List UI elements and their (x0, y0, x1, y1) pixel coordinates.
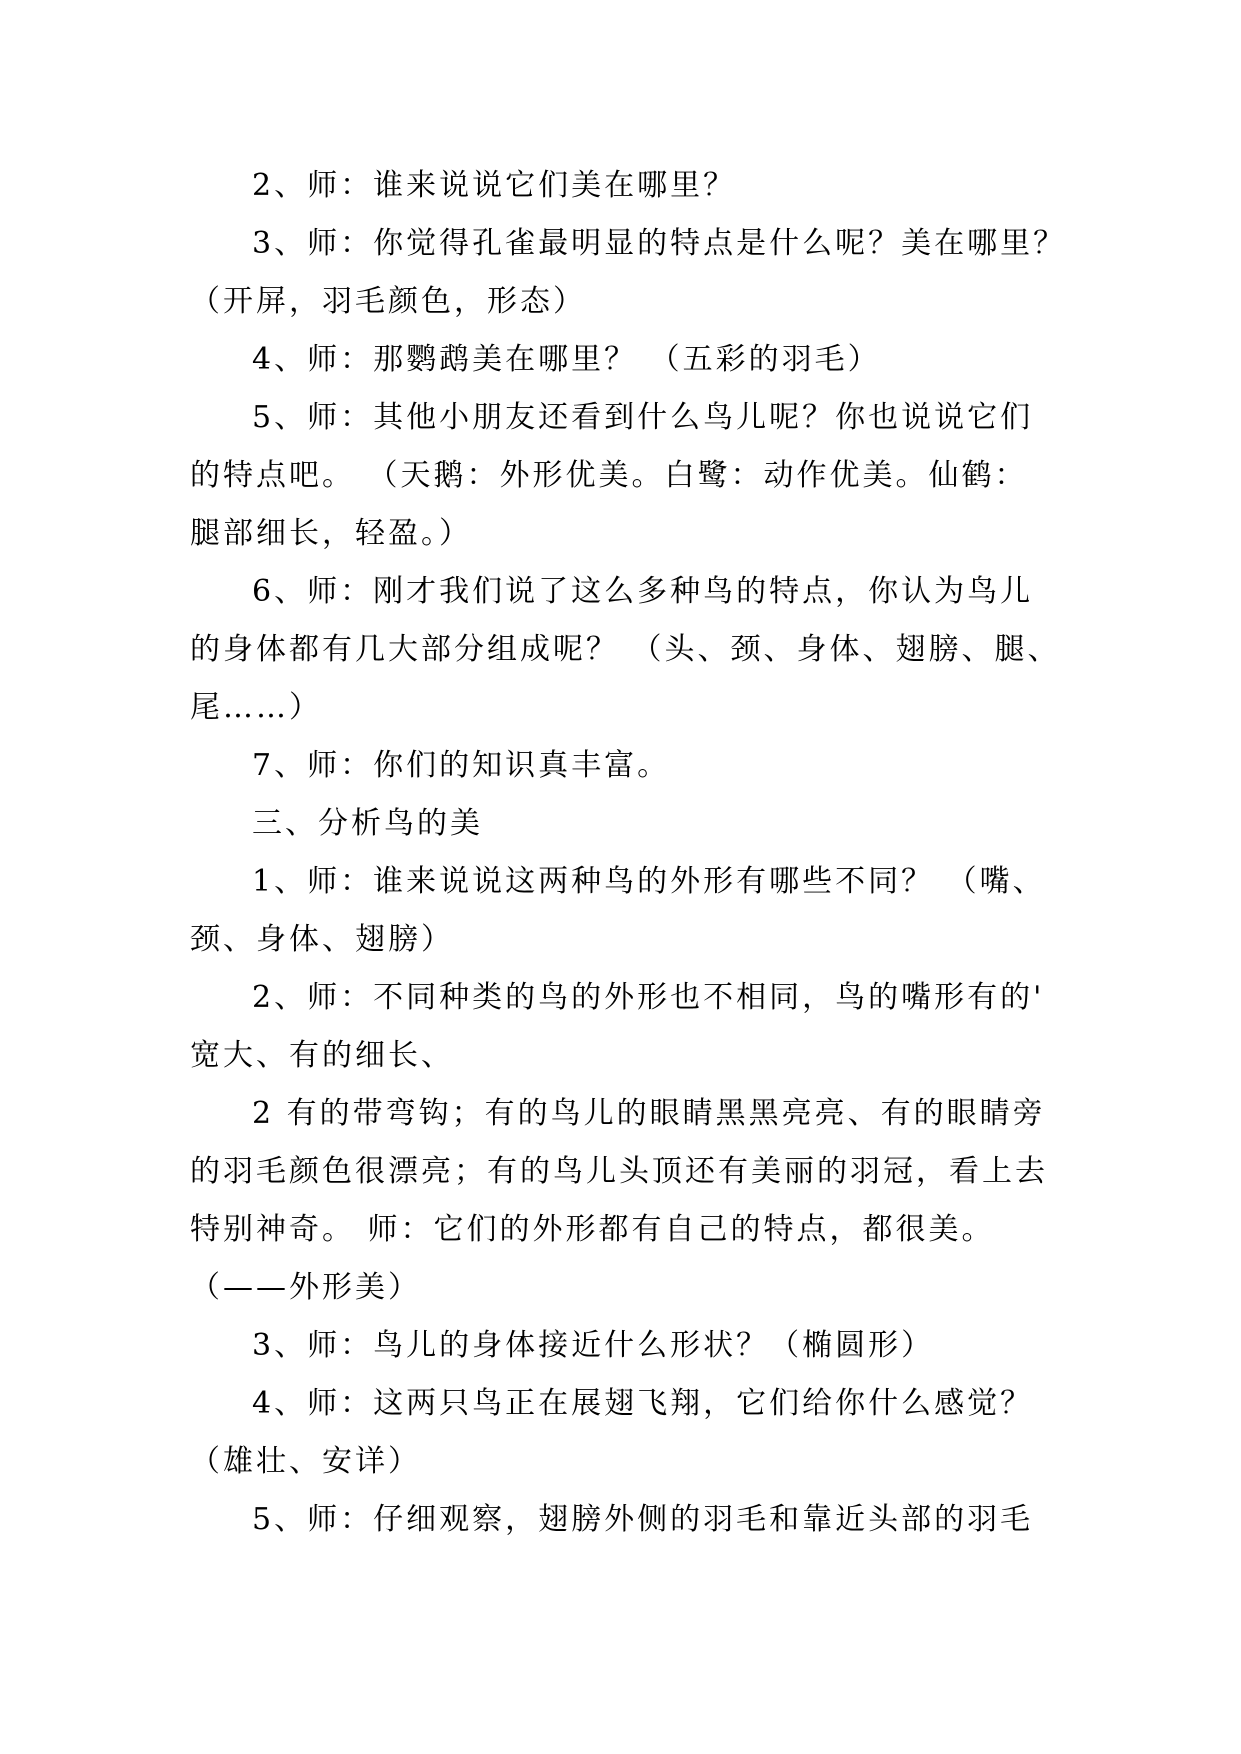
document-body (190, 157, 1070, 1549)
paragraph-line: （雄壮、安详） (190, 1444, 421, 1479)
paragraph-line: （开屏，羽毛颜色，形态） (190, 284, 586, 319)
paragraph-line: 的身体都有几大部分组成呢？ （头、颈、身体、翅膀、腿、 (190, 632, 1061, 667)
paragraph-line: 6、师：刚才我们说了这么多种鸟的特点，你认为鸟儿 (252, 574, 1034, 609)
paragraph-line: 的特点吧。 （天鹅：外形优美。白鹭：动作优美。仙鹤： (190, 458, 1028, 493)
paragraph-line: 5、师：其他小朋友还看到什么鸟儿呢？你也说说它们 (252, 400, 1034, 435)
paragraph-line: 7、师：你们的知识真丰富。 (252, 748, 671, 783)
paragraph-line: 1、师：谁来说说这两种鸟的外形有哪些不同？ （嘴、 (252, 864, 1046, 899)
paragraph-line: （——外形美） (190, 1270, 421, 1305)
paragraph-line: 3、师：你觉得孔雀最明显的特点是什么呢？美在哪里？ (252, 226, 1067, 261)
paragraph-line: 尾……） (190, 690, 322, 725)
paragraph-line: 颈、身体、翅膀） (190, 922, 454, 957)
paragraph-line: 3、师：鸟儿的身体接近什么形状？（椭圆形） (252, 1328, 935, 1363)
paragraph-line: 特别神奇。 师：它们的外形都有自己的特点，都很美。 (190, 1212, 995, 1247)
paragraph-line: 4、师：那鹦鹉美在哪里？ （五彩的羽毛） (252, 342, 881, 377)
paragraph-line: 2、师：不同种类的鸟的外形也不相同，鸟的嘴形有的' (252, 980, 1045, 1015)
paragraph-line: 2、师：谁来说说它们美在哪里？ (252, 168, 737, 203)
paragraph-line: 的羽毛颜色很漂亮；有的鸟儿头顶还有美丽的羽冠，看上去 (190, 1154, 1048, 1189)
paragraph-line: 5、师：仔细观察，翅膀外侧的羽毛和靠近头部的羽毛 (252, 1502, 1034, 1537)
section-heading: 三、分析鸟的美 (252, 806, 483, 841)
paragraph-line: 4、师：这两只鸟正在展翅飞翔，它们给你什么感觉？ (252, 1386, 1034, 1421)
paragraph-line: 2 有的带弯钩；有的鸟儿的眼睛黑黑亮亮、有的眼睛旁 (252, 1096, 1046, 1131)
paragraph-line: 宽大、有的细长、 (190, 1038, 454, 1073)
paragraph-line: 腿部细长，轻盈。） (190, 516, 472, 551)
